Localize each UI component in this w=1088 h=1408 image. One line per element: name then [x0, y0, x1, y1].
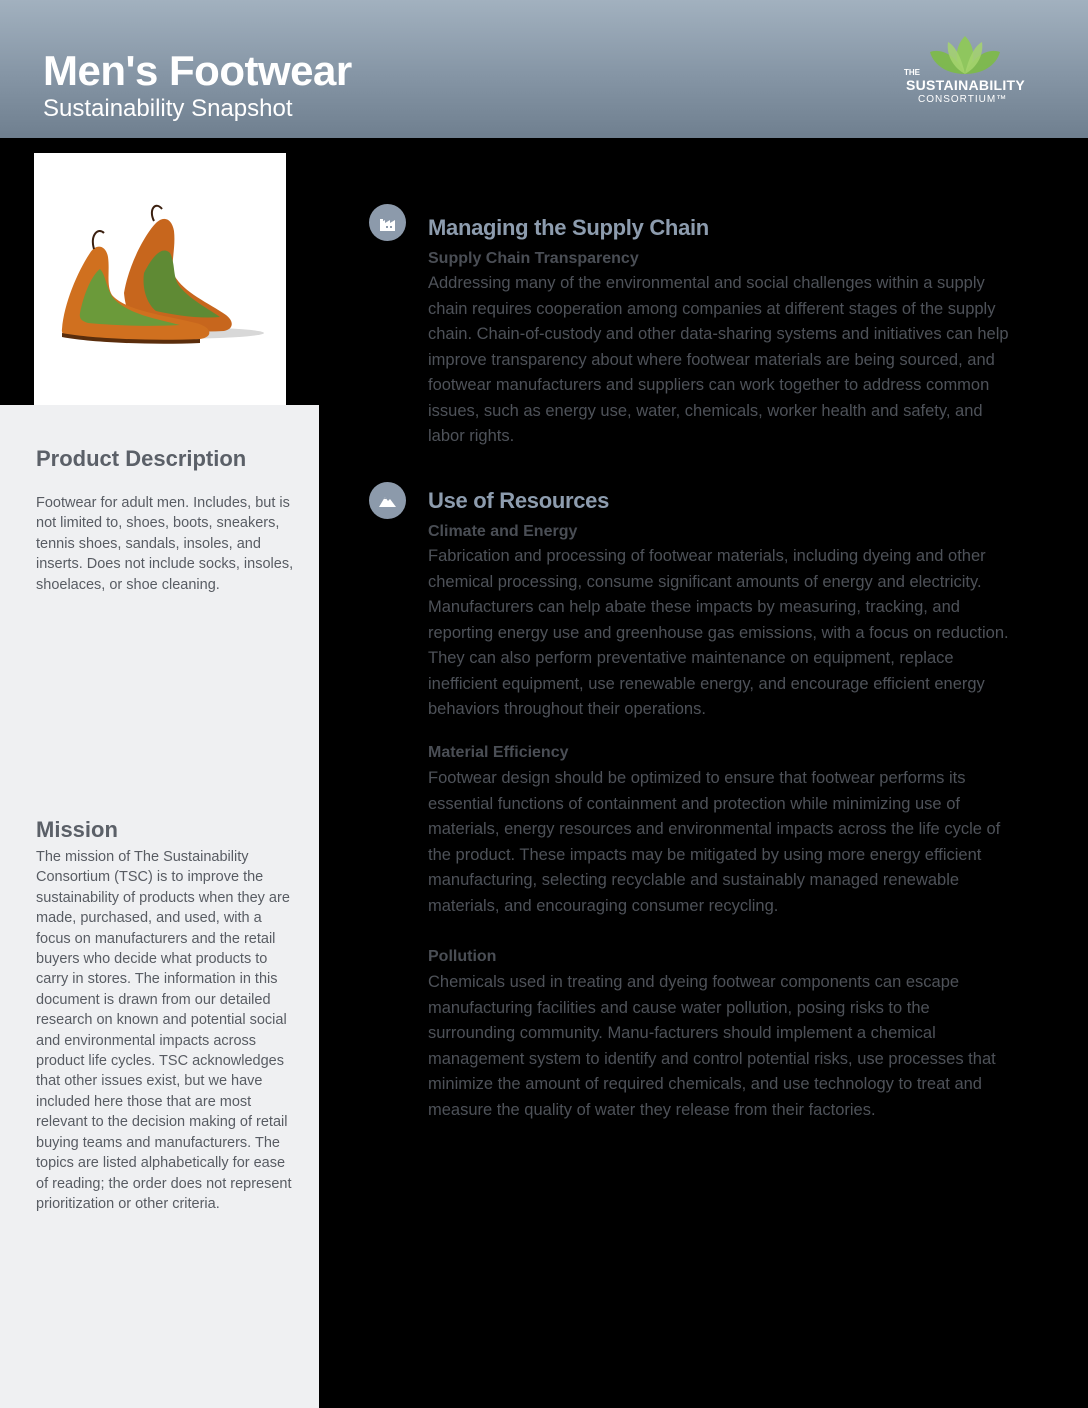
tsc-logo: [900, 34, 1030, 110]
topic-text-pollution: Chemicals used in treating and dyeing footwear components can escape manufacturing facilities and cause water pollution, posing risks to the surrounding community. Manu-facturers should implement a chemical management system to identify and control potential risks, use processes that minimize the amount of required chemicals, and use technology to treat and measure the quality of water they release from their factories.: [428, 973, 996, 1119]
section-title-resources: Use of Resources: [428, 488, 610, 513]
logo-text-the: THE: [904, 68, 920, 77]
page-subtitle: Sustainability Snapshot: [43, 95, 293, 122]
section-title-supply-chain: Managing the Supply Chain: [428, 215, 709, 240]
product-description-text: Footwear for adult men. Includes, but is not limited to, shoes, boots, sneakers, tennis shoes, sandals, insoles, and inserts. Does not include socks, insoles, shoelaces, or shoe cleaning.: [36, 495, 294, 593]
topic-heading-climate: Climate and Energy: [428, 523, 578, 540]
topic-heading-pollution: Pollution: [428, 948, 497, 965]
factory-icon: [378, 213, 397, 232]
section-icon-supply-chain: [369, 204, 406, 241]
page-title: Men's Footwear: [43, 47, 352, 94]
sidebar: [0, 405, 319, 1408]
mission-heading: Mission: [36, 817, 118, 842]
topic-heading-transparency: Supply Chain Transparency: [428, 250, 639, 267]
header-banner: [0, 0, 1088, 138]
shoe-photo-icon: [34, 153, 286, 405]
logo-text-main: SUSTAINABILITY: [906, 77, 1026, 93]
mountain-icon: [378, 491, 397, 510]
product-photo: [34, 153, 286, 405]
product-description-heading: Product Description: [36, 446, 247, 471]
leaf-logo-icon: [920, 34, 1010, 76]
mission-text: The mission of The Sustainability Consortium (TSC) is to improve the sustainability of products when they are made, purchased, and used, with a focus on manufacturers and the retail buyers who decide what products to carry in stores. The information in this document is drawn from our detailed research on known and potential social and environmental impacts across product life cycles. TSC acknowledges that other issues exist, but we have included here those that are most relevant to the decision making of retail buying teams and manufacturers. The topics are listed alphabetically for ease of reading; the order does not represent prioritization or other criteria.: [36, 849, 292, 1212]
topic-text-transparency: Addressing many of the environmental and social challenges within a supply chain requires cooperation among companies at different stages of the supply chain. Chain-of-custody and other data-sharing systems and initiatives can help improve transparency about where footwear materials are being sourced, and footwear manufacturers and suppliers can work together to address common issues, such as energy use, water, chemicals, worker health and safety, and labor rights.: [428, 274, 1009, 445]
section-icon-resources: [369, 482, 406, 519]
logo-text-sub: CONSORTIUM™: [918, 94, 1008, 105]
topic-heading-material: Material Efficiency: [428, 744, 569, 761]
topic-text-material: Footwear design should be optimized to ensure that footwear performs its essential functions of containment and protection while minimizing use of materials, energy resources and environmental impacts across the life cycle of the product. These impacts may be mitigated by using more energy efficient manufacturing, selecting recyclable and sustainably managed renewable materials, and encouraging consumer recycling.: [428, 769, 1001, 915]
topic-text-climate: Fabrication and processing of footwear materials, including dyeing and other chemical processing, consume significant amounts of energy and electricity. Manufacturers can help abate these impacts by measuring, tracking, and reporting energy use and greenhouse gas emissions, with a focus on reduction. They can also perform preventative maintenance on equipment, replace inefficient equipment, use renewable energy, and encourage efficient energy behaviors throughout their operations.: [428, 547, 1009, 718]
